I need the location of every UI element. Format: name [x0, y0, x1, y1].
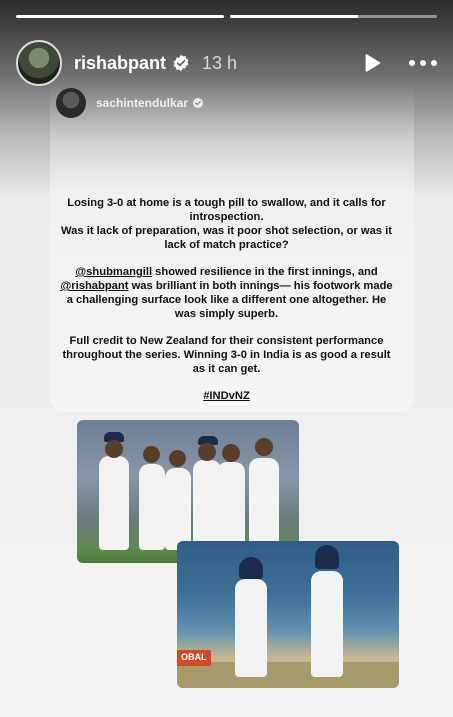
batsman-figure — [311, 571, 343, 677]
player-head — [143, 446, 160, 463]
caption-text: was brilliant in both innings— his footwork made a challenging surface look like a different one altogether. He was simply superb. — [66, 280, 393, 320]
avatar[interactable] — [16, 40, 62, 86]
player-figure — [217, 462, 245, 550]
player-head — [105, 440, 123, 458]
story-progress — [16, 15, 437, 18]
progress-fill — [230, 15, 359, 18]
progress-fill — [16, 15, 224, 18]
username[interactable]: rishabpant — [74, 52, 167, 73]
verified-badge-icon — [192, 97, 204, 109]
player-head — [255, 438, 273, 456]
player-figure — [99, 456, 129, 550]
caption-paragraph-2: Was it lack of preparation, was it poor shot selection, or was it lack of match practice? — [61, 225, 392, 251]
story-header — [16, 40, 437, 86]
player-head — [198, 443, 216, 461]
post-caption — [60, 196, 393, 403]
caption-paragraph-3 — [60, 265, 393, 321]
batsman-figure — [235, 579, 267, 677]
player-figure — [249, 458, 279, 550]
mention-link[interactable]: @shubmangill — [75, 266, 153, 278]
player-figure — [165, 468, 191, 550]
repost-avatar[interactable] — [56, 88, 86, 118]
player-head — [169, 450, 186, 467]
post-time: 13 h — [202, 52, 238, 73]
more-dot — [409, 60, 415, 66]
progress-segment — [230, 15, 438, 18]
batsman-helmet — [315, 545, 339, 569]
caption-paragraph-1: Losing 3-0 at home is a tough pill to swallow, and it calls for introspection. — [67, 197, 386, 223]
verified-badge-icon — [172, 54, 190, 72]
more-icon[interactable] — [409, 60, 437, 66]
batsman-helmet — [239, 557, 263, 579]
repost-header — [56, 88, 204, 118]
repost-username[interactable]: sachintendulkar — [96, 96, 189, 110]
play-icon[interactable] — [361, 52, 383, 74]
progress-segment — [16, 15, 224, 18]
hashtag-link[interactable]: #INDvNZ — [203, 390, 250, 402]
player-head — [222, 444, 240, 462]
caption-text: showed resilience in the first innings, and — [152, 266, 378, 278]
caption-paragraph-4: Full credit to New Zealand for their consistent performance throughout the series. Winning 3-0 in India is as good a result as it can get. — [62, 335, 391, 375]
batsmen-photo — [177, 541, 399, 688]
more-dot — [420, 60, 426, 66]
mention-link[interactable]: @rishabpant — [60, 280, 129, 292]
player-figure — [139, 464, 165, 550]
more-dot — [431, 60, 437, 66]
stadium-board: OBAL — [177, 650, 211, 666]
